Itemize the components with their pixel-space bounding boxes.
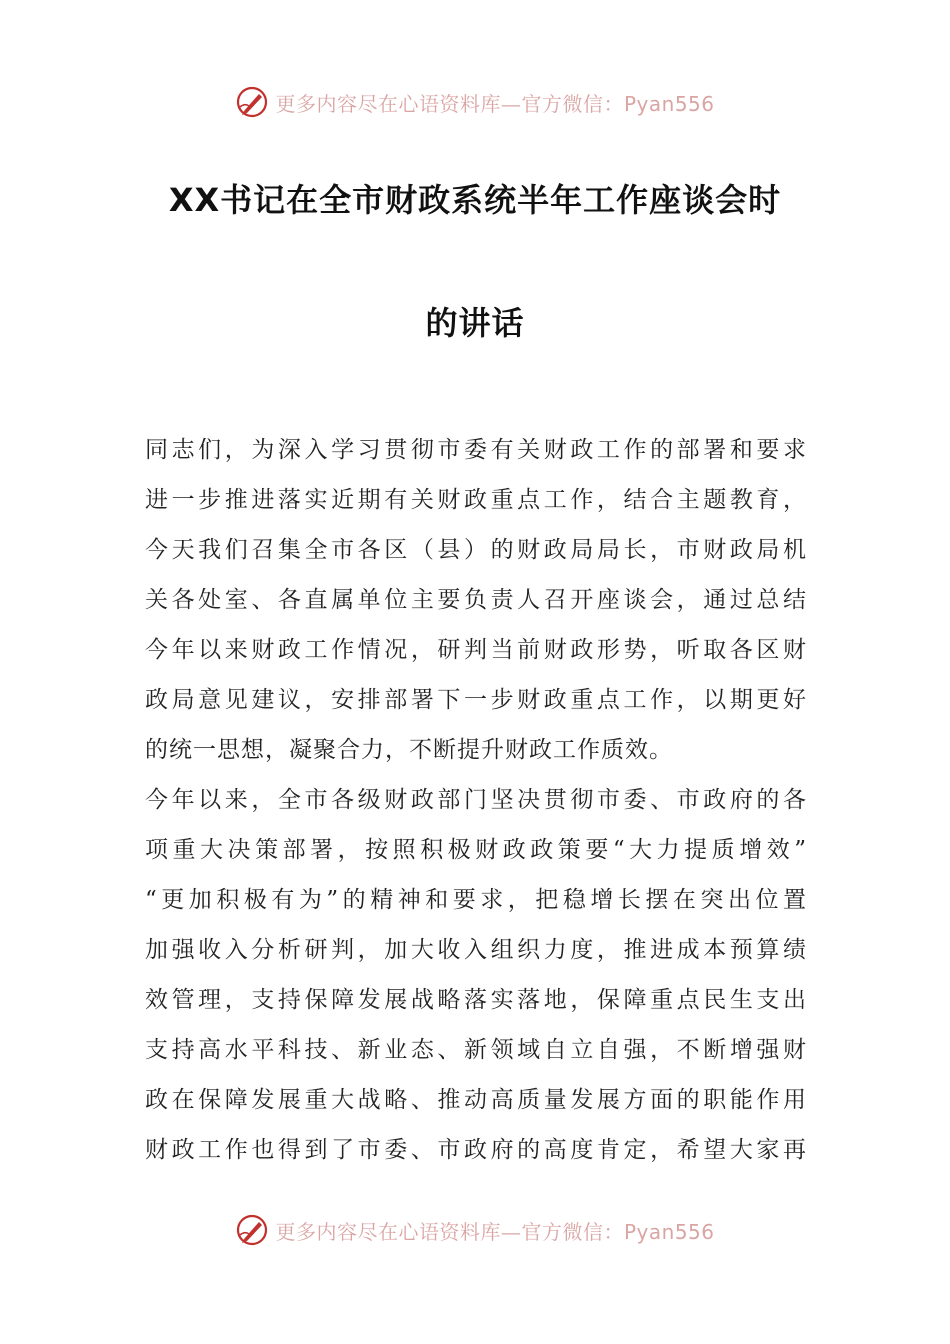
watermark-text (275, 88, 714, 117)
paragraph-2 (145, 775, 807, 1175)
text-line: 财政工作也得到了市委、市政府的高度肯定，希望大家再 (145, 1137, 807, 1163)
text-line: 效管理，支持保障发展战略落实落地，保障重点民生支出 (145, 987, 807, 1013)
text-line: 今年以来财政工作情况，研判当前财政形势，听取各区财 (145, 637, 807, 663)
text-line: 今年以来，全市各级财政部门坚决贯彻市委、市政府的各 (145, 787, 807, 813)
pen-logo-icon (235, 1213, 269, 1247)
header-watermark-banner (0, 82, 950, 122)
watermark-wechat-label: 官方微信： (521, 1219, 624, 1244)
document-body (145, 425, 807, 1175)
text-line: 今天我们召集全市各区（县）的财政局局长，市财政局机 (145, 537, 807, 563)
watermark-wechat-label: 官方微信： (521, 91, 624, 116)
document-title-line-2: 的讲话 (425, 304, 525, 342)
watermark-separator: — (500, 91, 522, 116)
watermark-text (275, 1216, 714, 1245)
watermark-site-name: 更多内容尽在心语资料库 (275, 1219, 501, 1244)
watermark-site-name: 更多内容尽在心语资料库 (275, 91, 501, 116)
text-line: 进一步推进落实近期有关财政重点工作，结合主题教育， (145, 487, 807, 513)
text-line: 的统一思想，凝聚合力，不断提升财政工作质效。 (145, 737, 673, 763)
text-line: 政在保障发展重大战略、推动高质量发展方面的职能作用 (145, 1087, 807, 1113)
watermark-wechat-id: Pyan556 (623, 1219, 715, 1244)
text-line: 加强收入分析研判，加大收入组织力度，推进成本预算绩 (145, 937, 807, 963)
paragraph-1 (145, 425, 807, 775)
watermark-wechat-id: Pyan556 (623, 91, 715, 116)
watermark-separator: — (500, 1219, 522, 1244)
text-line: 支持高水平科技、新业态、新领域自立自强，不断增强财 (145, 1037, 807, 1063)
text-line: 政局意见建议，安排部署下一步财政重点工作，以期更好 (145, 687, 807, 713)
text-line: “更加积极有为”的精神和要求，把稳增长摆在突出位置 (145, 887, 807, 913)
footer-watermark-banner (0, 1210, 950, 1250)
document-title-line-1: XX书记在全市财政系统半年工作座谈会时 (168, 181, 782, 219)
text-line: 关各处室、各直属单位主要负责人召开座谈会，通过总结 (145, 587, 807, 613)
text-line: 项重大决策部署，按照积极财政政策要“大力提质增效” (145, 837, 807, 863)
text-line: 同志们，为深入学习贯彻市委有关财政工作的部署和要求 (145, 437, 807, 463)
pen-logo-icon (235, 85, 269, 119)
